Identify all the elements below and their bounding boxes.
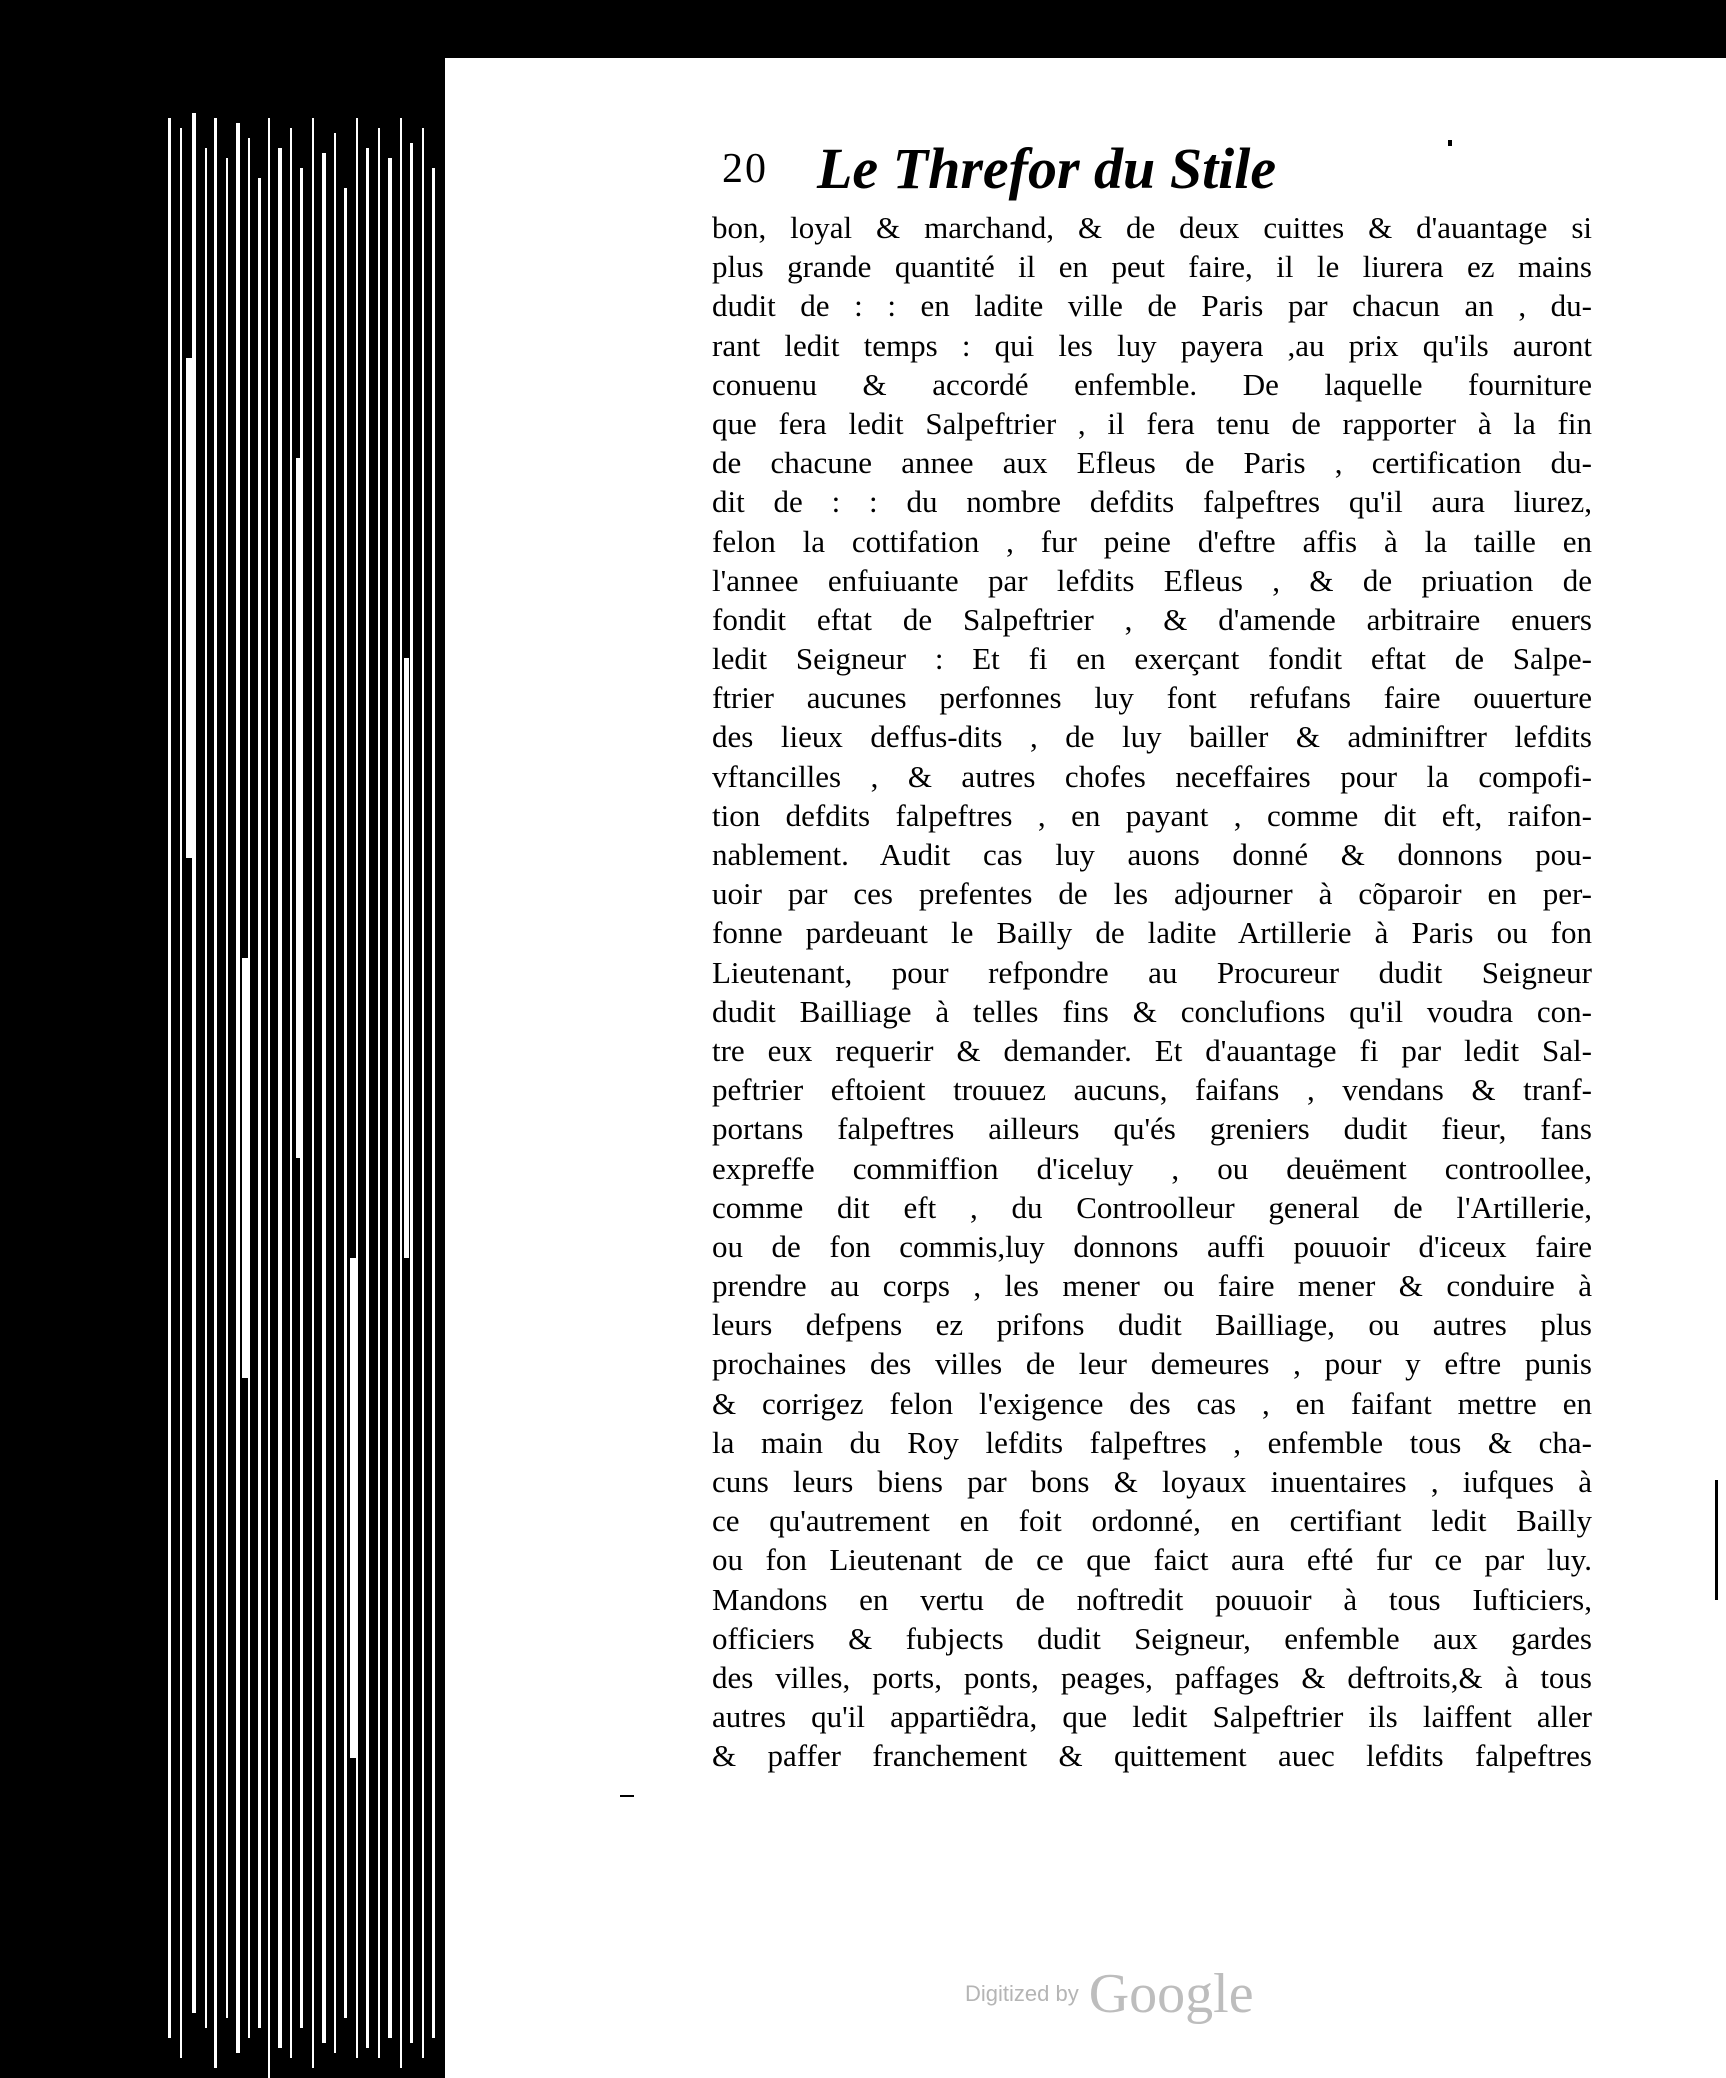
text-line: tre eux requerir & demander. Et d'auantage fi par ledit Sal- — [712, 1032, 1592, 1068]
text-line: ledit Seigneur : Et fi en exerçant fondit eftat de Salpe- — [712, 641, 1592, 677]
text-line: cuns leurs biens par bons & loyaux inuentaires , iufques à — [712, 1464, 1592, 1499]
ink-speck — [1715, 1480, 1718, 1600]
text-line: officiers & fubjects dudit Seigneur, enfemble aux gardes — [712, 1620, 1592, 1656]
text-line: fondit eftat de Salpeftrier , & d'amende arbitraire enuers — [712, 601, 1592, 637]
text-line: ou de fon commis,luy donnons auffi pouuoir d'iceux faire — [712, 1228, 1592, 1264]
text-line: la main du Roy lefdits falpeftres , enfemble tous & cha- — [712, 1424, 1592, 1460]
text-line: uoir par ces prefentes de les adjourner à cõparoir en per- — [712, 876, 1592, 912]
text-line: conuenu & accordé enfemble. De laquelle fourniture — [712, 366, 1592, 402]
text-line: autres qu'il appartiẽdra, que ledit Salpeftrier ils laiffent aller — [712, 1699, 1592, 1735]
book-page-edges — [0, 58, 445, 2078]
text-line: nablement. Audit cas luy auons donné & donnons pou- — [712, 837, 1592, 872]
text-line: des villes, ports, ponts, peages, paffages & deftroits,& à tous — [712, 1659, 1592, 1695]
text-line: dudit Bailliage à telles fins & conclufions qu'il voudra con- — [712, 993, 1592, 1029]
text-line: expreffe commiffion d'iceluy , ou deuëment controollee, — [712, 1150, 1592, 1186]
text-line: & corrigez felon l'exigence des cas , en faifant mettre en — [712, 1385, 1592, 1421]
text-line: Lieutenant, pour refpondre au Procureur dudit Seigneur — [712, 954, 1592, 990]
text-line: que fera ledit Salpeftrier , il fera tenu de rapporter à la fin — [712, 405, 1592, 441]
text-line: plus grande quantité il en peut faire, il le liurera ez mains — [712, 249, 1592, 285]
page-body-text — [712, 208, 1592, 1776]
text-line: Mandons en vertu de noftredit pouuoir à tous Iufticiers, — [712, 1581, 1592, 1617]
text-line: ftrier aucunes perfonnes luy font refufans faire ouuerture — [712, 680, 1592, 716]
text-line: felon la cottifation , fur peine d'eftre affis à la taille en — [712, 523, 1592, 559]
page-edge-streaks — [0, 58, 445, 2078]
text-line: l'annee enfuiuante par lefdits Efleus , & de priuation de — [712, 562, 1592, 598]
text-line: fonne pardeuant le Bailly de ladite Artillerie à Paris ou fon — [712, 915, 1592, 951]
scan-top-band — [0, 0, 1726, 58]
page-number: 20 — [722, 146, 768, 192]
text-line: dit de : : du nombre defdits falpeftres qu'il aura liurez, — [712, 484, 1592, 520]
text-line: prendre au corps , les mener ou faire mener & conduire à — [712, 1268, 1592, 1304]
digitization-watermark — [965, 1962, 1254, 2032]
text-line: ce qu'autrement en foit ordonné, en certifiant ledit Bailly — [712, 1503, 1592, 1539]
google-logo-text: Google — [1088, 1963, 1254, 2025]
text-line: prochaines des villes de leur demeures , pour y eftre punis — [712, 1346, 1592, 1382]
digitized-by-label: Digitized by — [965, 1981, 1079, 2006]
text-line: des lieux deffus-dits , de luy bailler & adminiftrer lefdits — [712, 719, 1592, 755]
ink-speck — [1448, 140, 1452, 146]
text-line: comme dit eft , du Controolleur general de l'Artillerie, — [712, 1189, 1592, 1225]
text-line: leurs defpens ez prifons dudit Bailliage, ou autres plus — [712, 1307, 1592, 1343]
text-line: portans falpeftres ailleurs qu'és greniers dudit fieur, fans — [712, 1111, 1592, 1147]
text-line: & paffer franchement & quittement auec lefdits falpeftres — [712, 1738, 1592, 1774]
text-line: bon, loyal & marchand, & de deux cuittes & d'auantage si — [712, 210, 1592, 245]
text-line: tion defdits falpeftres , en payant , comme dit eft, raifon- — [712, 797, 1592, 833]
page-header — [722, 135, 1362, 205]
text-line: vftancilles , & autres chofes neceffaires pour la compofi- — [712, 758, 1592, 794]
running-title: Le Threfor du Stile — [817, 136, 1277, 201]
text-line: rant ledit temps : qui les luy payera ,au prix qu'ils auront — [712, 327, 1592, 363]
text-line: peftrier eftoient trouuez aucuns, faifans , vendans & tranf- — [712, 1072, 1592, 1108]
text-line: de chacune annee aux Efleus de Paris , certification du- — [712, 445, 1592, 481]
text-line: ou fon Lieutenant de ce que faict aura efté fur ce par luy. — [712, 1542, 1592, 1578]
ink-speck — [620, 1795, 634, 1797]
text-line: dudit de : : en ladite ville de Paris par chacun an , du- — [712, 288, 1592, 324]
